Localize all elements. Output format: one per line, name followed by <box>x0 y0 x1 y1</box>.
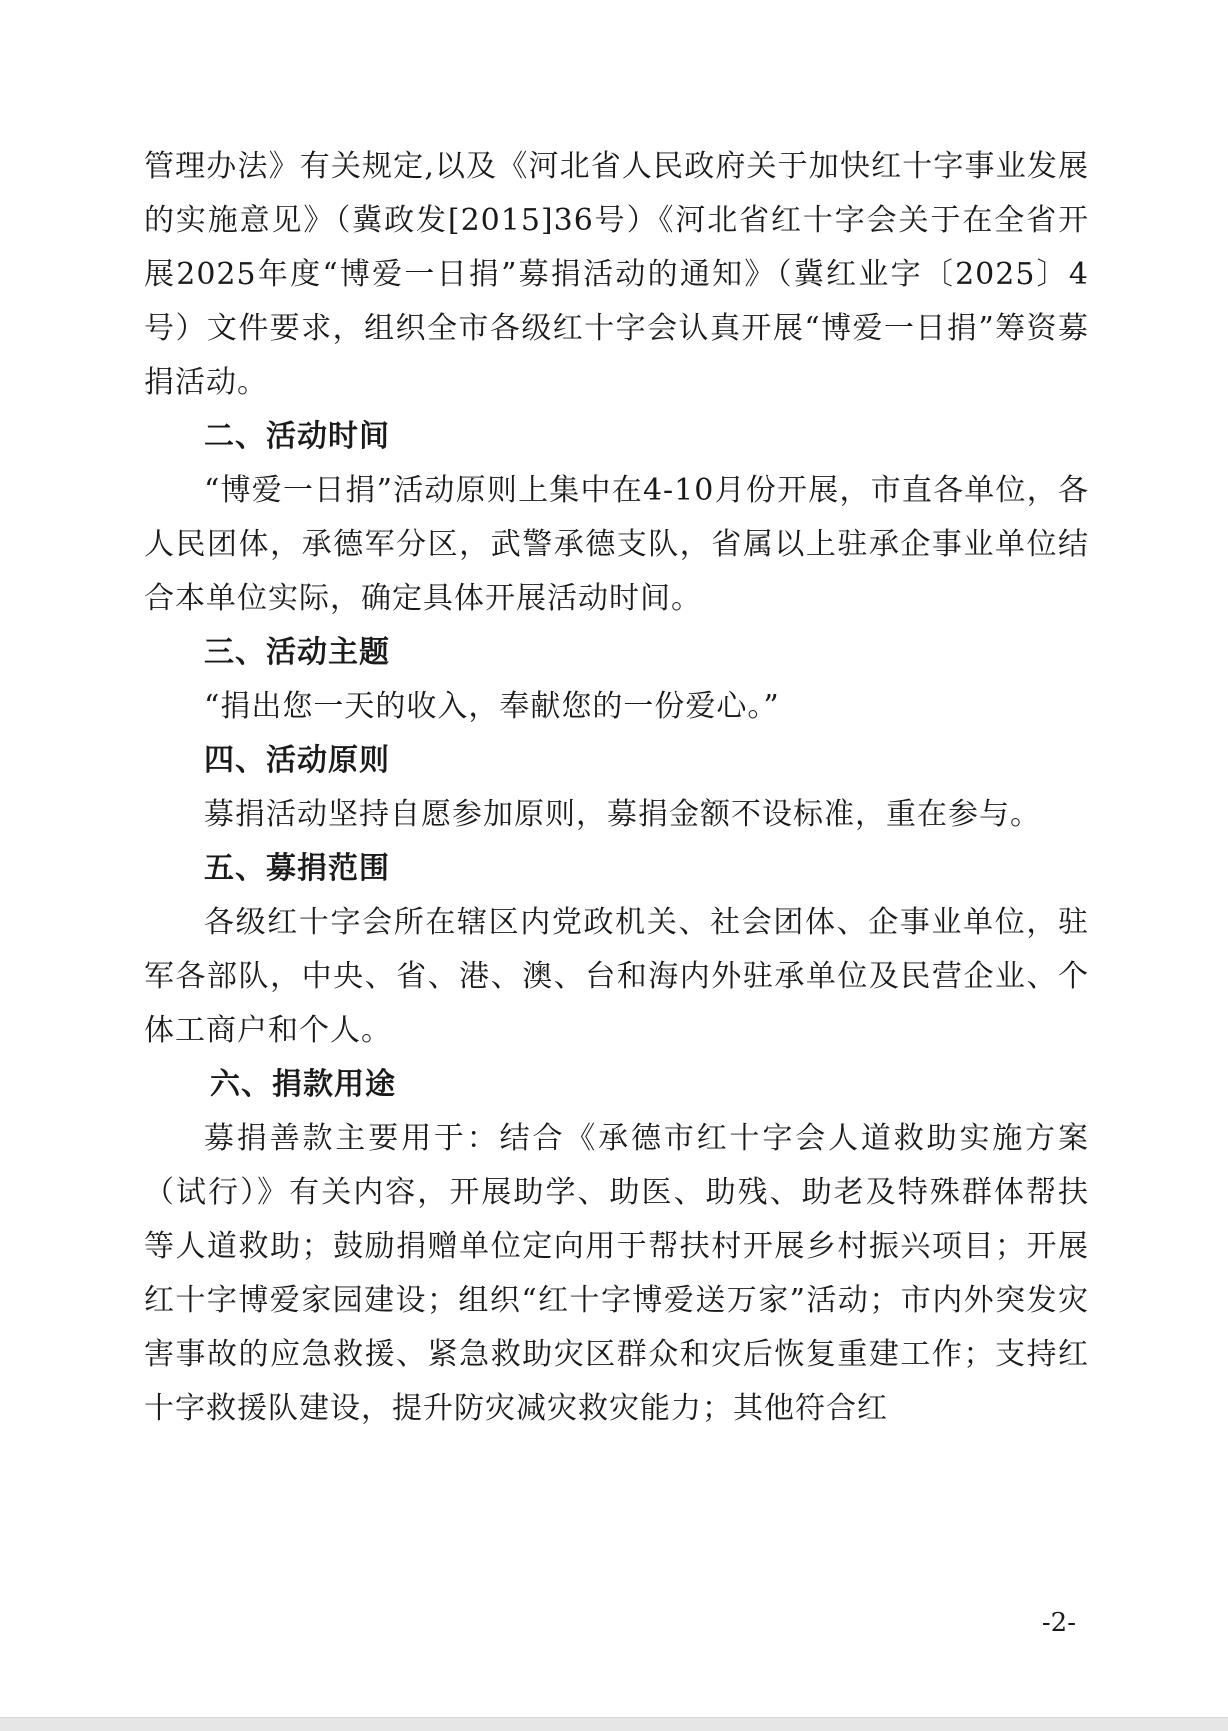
section-body-scope: 各级红十字会所在辖区内党政机关、社会团体、企事业单位，驻军各部队，中央、省、港、澳、台和海内外驻承单位及民营企业、个体工商户和个人。 <box>144 905 1089 1048</box>
document-body <box>144 140 1089 1436</box>
intro-paragraph: 管理办法》有关规定,以及《河北省人民政府关于加快红十字事业发展的实施意见》（冀政发[2015]36号）《河北省红十字会关于在全省开展2025年度“博爱一日捐”募捐活动的通知》（冀红业字〔2025〕4号）文件要求，组织全市各级红十字会认真开展“博爱一日捐”筹资募捐活动。 <box>144 149 1089 400</box>
section-body-time: “博爱一日捐”活动原则上集中在4-10月份开展，市直各单位，各人民团体，承德军分区，武警承德支队，省属以上驻承企事业单位结合本单位实际，确定具体开展活动时间。 <box>144 473 1089 616</box>
page-number: -2- <box>1041 1608 1076 1638</box>
section-heading-usage: 六、捐款用途 <box>210 1067 396 1102</box>
section-heading-theme: 三、活动主题 <box>204 635 390 670</box>
section-body-usage: 募捐善款主要用于：结合《承德市红十字会人道救助实施方案（试行）》有关内容，开展助学、助医、助残、助老及特殊群体帮扶等人道救助；鼓励捐赠单位定向用于帮扶村开展乡村振兴项目；开展红十字博爱家园建设；组织“红十字博爱送万家”活动；市内外突发灾害事故的应急救援、紧急救助灾区群众和灾后恢复重建工作；支持红十字救援队建设，提升防灾减灾救灾能力；其他符合红 <box>144 1121 1089 1426</box>
viewer-bottom-bar <box>0 1717 1228 1731</box>
section-heading-time: 二、活动时间 <box>204 419 390 454</box>
section-heading-scope: 五、募捐范围 <box>204 851 390 886</box>
section-body-theme: “捐出您一天的收入，奉献您的一份爱心。” <box>204 689 780 724</box>
section-heading-principle: 四、活动原则 <box>204 743 390 778</box>
section-body-principle: 募捐活动坚持自愿参加原则，募捐金额不设标准，重在参与。 <box>204 797 1041 832</box>
